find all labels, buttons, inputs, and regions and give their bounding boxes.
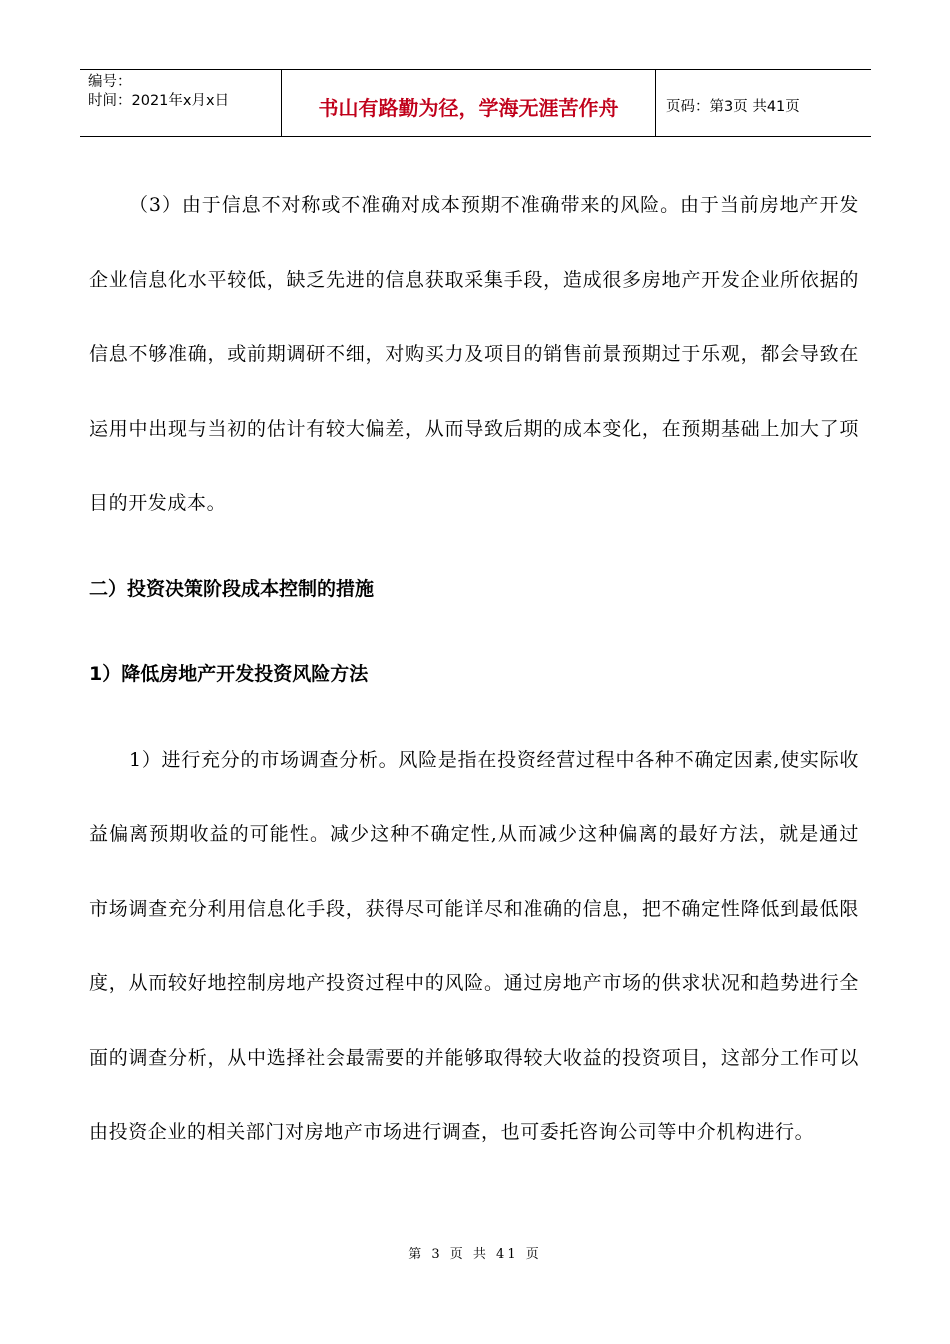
page-header xyxy=(80,69,871,137)
section-heading: 二）投资决策阶段成本控制的措施 xyxy=(89,577,375,600)
body-paragraph: 1）进行充分的市场调查分析。风险是指在投资经营过程中各种不确定因素,使实际收益偏离预期收益的可能性。减少这种不确定性,从而减少这种偏离的最好方法，就是通过市场调查充分利用信息化手段，获得尽可能详尽和准确的信息，把不确定性降低到最低限度，从而较好地控制房地产投资过程中的风险。通过房地产市场的供求状况和趋势进行全面的调查分析，从中选择社会最需要的并能够取得较大收益的投资项目，这部分工作可以由投资企业的相关部门对房地产市场进行调查，也可委托咨询公司等中介机构进行。 xyxy=(89,748,859,1143)
header-motto: 书山有路勤为径，学海无涯苦作舟 xyxy=(282,70,656,136)
subsection-heading: 1）降低房地产开发投资风险方法 xyxy=(89,663,369,685)
document-date: 时间：2021年x月x日 xyxy=(88,93,230,109)
page-footer: 第 3 页 共 41 页 xyxy=(408,1247,542,1262)
document-body xyxy=(89,168,859,1170)
document-number-label: 编号： xyxy=(88,74,132,90)
header-meta xyxy=(80,70,282,136)
header-page-code: 页码：第3页 共41页 xyxy=(666,98,800,115)
body-paragraph: （3）由于信息不对称或不准确对成本预期不准确带来的风险。由于当前房地产开发企业信息化水平较低，缺乏先进的信息获取采集手段，造成很多房地产开发企业所依据的信息不够准确，或前期调研不细，对购买力及项目的销售前景预期过于乐观，都会导致在运用中出现与当初的估计有较大偏差，从而导致后期的成本变化，在预期基础上加大了项目的开发成本。 xyxy=(89,194,859,514)
